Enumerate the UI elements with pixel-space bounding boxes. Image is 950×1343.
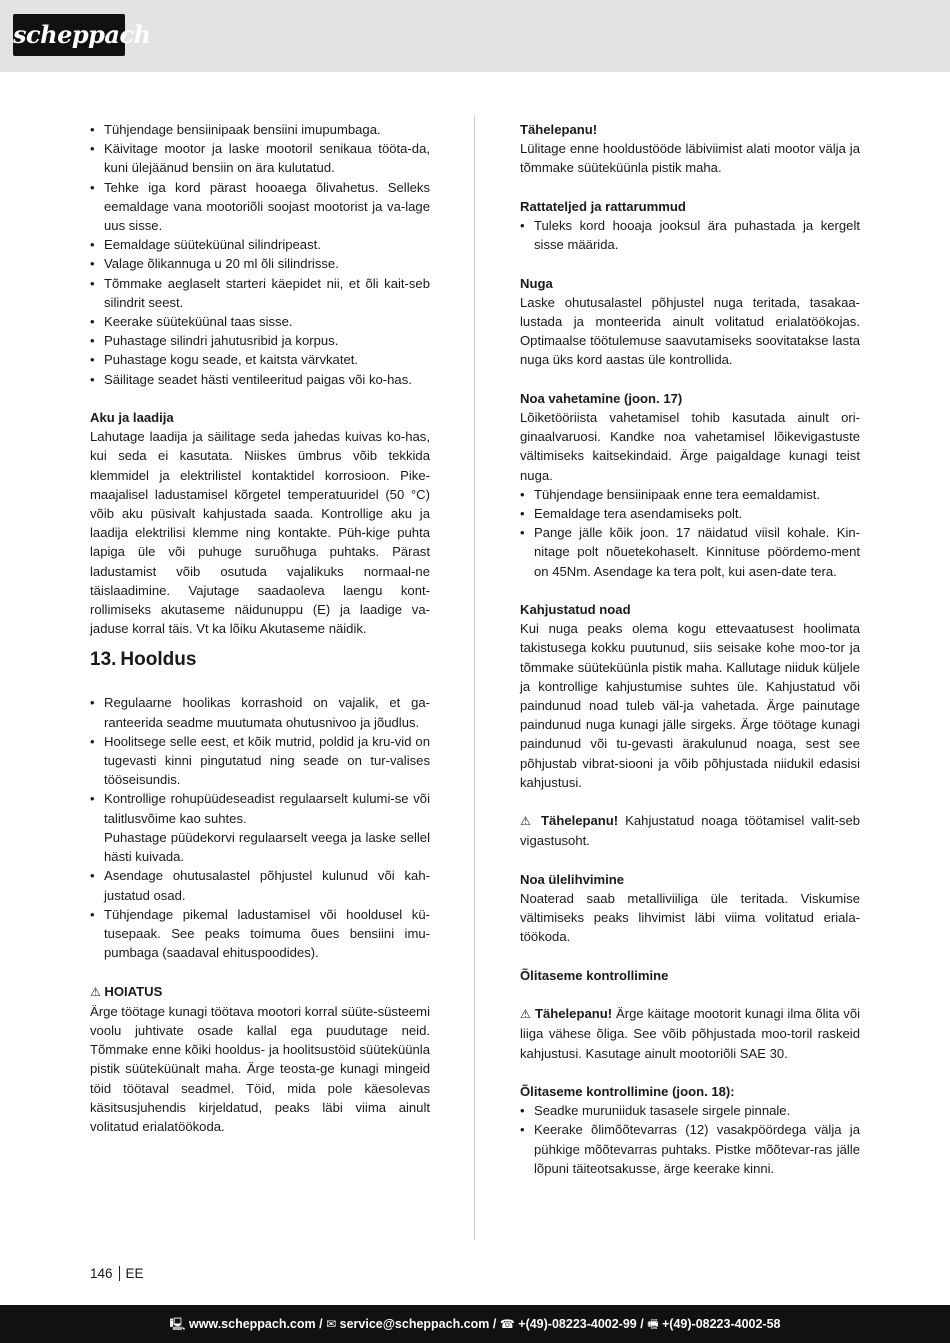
warning-icon: ⚠ [90,984,101,999]
warning-icon: ⚠ [520,814,535,829]
knife-replace-paragraph: Lõiketööriista vahetamisel tohib kasutada ainult ori-ginaalvaruosi. Kandke noa vahetamisel lõikevigastuste vältimiseks kaitsekindaid. Ärge paigaldage kunagi teist nuga. [520,410,860,483]
section-title-text: Hooldus [120,649,197,671]
attention-heading: Tähelepanu! [520,122,598,137]
list-item: • Tühjendage bensiinipaak bensiini imupumbaga. [90,120,430,139]
maintenance-list [90,693,430,962]
list-item: • Tühjendage bensiinipaak enne tera eemaldamist. [520,485,860,504]
list-item: • Valage õlikannuga u 20 ml õli silindrisse. [90,254,430,273]
phone-icon: ☎ [499,1317,515,1331]
list-item: • Regulaarne hoolikas korrashoid on vajalik, et ga-ranteerida seadme muutumata ohutusnivoo ja jõudlus. [90,693,430,731]
list-item [90,789,430,866]
wheels-heading: Rattateljed ja rattarummud [520,198,686,214]
footer-website[interactable]: www.scheppach.com / [188,1317,323,1331]
footer-email[interactable]: service@scheppach.com / [339,1317,497,1331]
footer-phone: +(49)-08223-4002-99 / [518,1317,644,1331]
list-item: • Pange jälle kõik joon. 17 näidatud viisil kohale. Kin-nitage polt nõuetekohaselt. Kinnituse pöördemo-ment on 45Nm. Asendage ka tera polt, kui asen-date tera. [520,523,860,581]
knife-replace-heading: Noa vahetamine (joon. 17) [520,390,683,406]
warning-label: HOIATUS [104,983,163,999]
battery-heading: Aku ja laadija [90,410,174,426]
attention-paragraph: Lülitage enne hooldustööde läbiviimist alati mootor välja ja tõmmake süüteküünla pistik maha. [520,141,860,176]
page-number [90,1266,144,1282]
sharpen-heading: Noa ülelihvimine [520,871,625,887]
warning-heading [90,982,430,1002]
column-divider [474,115,475,1240]
list-item: • Tõmmake aeglaselt starteri käepidet nii, et õli kait-seb silindrit seest. [90,274,430,312]
warning-label: Tähelepanu! [541,813,619,829]
damaged-knives-paragraph: Kui nuga peaks olema kogu ettevaatusest hoolimata takistusega kokku puutunud, siis seisake kohe moo-tor ja tõmmake süüteküünla pistik maha. Kallutage niiduk küljele ja kontrollige kahjustumise suhtes üle. Kahjustatud või paindunud noad tuleb väl-ja vahetada. Ärge painutage paindunud nuga kunagi jälle sirgeks. Ärge töötage kunagi paindunud või tu-gevasti ärakulunud noaga, sest see põhjustab vibrat-siooni ja võib põhjustada niidukil edasisi kahjustusi. [520,621,860,790]
section-title [90,648,430,672]
brand-logo: scheppach [13,14,125,56]
oil-warning [520,1004,860,1063]
list-item: • Eemaldage tera asendamiseks polt. [520,504,860,523]
list-item: • Puhastage kogu seade, et kaitsta värvkatet. [90,350,430,369]
warning-label: Tähelepanu! [534,1006,613,1022]
list-item: • Keerake õlimõõtevarras (12) vasakpöördega välja ja pühkige mõõtevarras puhtaks. Pistke mõõtevar-ras jälle lõpuni täiteotsakusse, ärge keerake kinni. [520,1120,860,1178]
monitor-icon: 🖳 [169,1317,186,1331]
list-item: • Keerake süüteküünal taas sisse. [90,312,430,331]
warning-text: Ärge käitage mootorit kunagi ilma õlita või liiga vähese õliga. See võib põhjustada moo-toril raskeid kahjustusi. Kasutage ainult mootoriõli SAE 30. [520,1006,861,1061]
page-number-value: 146 [90,1266,120,1281]
page-header [0,0,950,72]
sharpen-paragraph: Noaterad saab metalliviiliga üle teritada. Viskumise vältimiseks peaks lihvimist läbi viima volitatud eriala-töökoda. [520,891,860,945]
list-item: • Puhastage silindri jahutusribid ja korpus. [90,331,430,350]
page-footer [0,1305,950,1343]
fax-icon: 🖷 [647,1317,659,1331]
language-code: EE [125,1266,144,1281]
knife-paragraph: Laske ohutusalastel põhjustel nuga teritada, tasakaa-lustada ja monteerida ainult volitatud erialatöökojas. Optimaalse töötulemuse saavutamiseks soovitatakse lasta nuga üks kord aastas üle kontrollida. [520,294,860,368]
footer-fax: +(49)-08223-4002-58 [662,1317,781,1331]
list-item-text: • Kontrollige rohupüüdeseadist regulaarselt kulumi-se või talitlusvõime kao suhtes. [104,791,430,826]
list-item: • Eemaldage süüteküünal silindripeast. [90,235,430,254]
oil-check-heading: Õlitaseme kontrollimine (joon. 18): [520,1084,735,1100]
section-number: 13. [90,649,117,671]
battery-paragraph: Lahutage laadija ja säilitage seda jahedas kuivas ko-has, kui seda ei kasutata. Niiskes ümbrus võib tekkida klemmidel ja elektrilistel kontaktidel korrosioon. Pike-maajalisel ladustamisel kõrgetel temperatuuridel (50 °C) võib aku püsivalt kahjustada saada. Kontrollige aku ja laadija elektrilisi klemme ning kontakte. Püh-kige puhta lapiga üle või puhuge suruõhuga puhtaks. Pärast ladustamist võib osutuda vajalikuks normaal-ne täislaadimine. Vajutage saadaoleva laengu kont-rollimiseks akutaseme näidunuppu (E) ja laadige va-jaduse korral täis. Vt ka lõiku Akutaseme näidik. [90,429,430,637]
right-column [520,120,860,1178]
list-item-extra: Puhastage püüdekorvi regulaarselt veega ja laske sellel hästi kuivada. [104,829,430,865]
list-item: • Tühjendage pikemal ladustamisel või hooldusel kü-tusepaak. See peaks toimuma õues bensiini imu-pumbaga (saadaval ehituspoodides). [90,905,430,963]
oil-level-heading: Õlitaseme kontrollimine [520,967,669,983]
list-item: • Tuleks kord hooaja jooksul ära puhastada ja kergelt sisse määrida. [520,216,860,254]
damaged-warning [520,811,860,850]
mail-icon: ✉ [326,1317,337,1331]
list-item: • Käivitage mootor ja laske mootoril senikaua tööta-da, kuni ülejäänud bensiin on ära kulutatud. [90,139,430,177]
warning-text: Kahjustatud noaga töötamisel valit-seb vigastusoht. [520,813,861,849]
knife-heading: Nuga [520,275,553,291]
list-item: • Seadke muruniiduk tasasele sirgele pinnale. [520,1101,860,1120]
oil-check-list [520,1101,860,1178]
list-item: • Asendage ohutusalastel põhjustel kulunud või kah-justatud osad. [90,866,430,904]
knife-replace-list [520,485,860,581]
left-column [90,120,430,1136]
wheels-list [520,216,860,254]
damaged-knives-heading: Kahjustatud noad [520,602,631,618]
warning-icon: ⚠ [520,1007,532,1022]
warning-paragraph: Ärge töötage kunagi töötava mootori korral süüte-süsteemi voolu juhtivate osade kallal ega puudutage neid. Tõmmake enne kõiki hooldus- ja hoolitsustöid süüteküünla pistik süüteküünalt maha. Ärge teosta-ge kunagi mingeid töid töötaval seadmel. Töid, mida pole käesolevas käsitsusjuhendis kirjeldatud, peaks läbi viima ainult volitatud erialatöökoda. [90,1003,430,1134]
list-item: • Säilitage seadet hästi ventileeritud paigas või ko-has. [90,370,430,389]
list-item: • Hoolitsege selle eest, et kõik mutrid, poldid ja kru-vid on tugevasti kinni pingutatud ning seade on tur-valises tööseisundis. [90,732,430,790]
list-item: • Tehke iga kord pärast hooaega õlivahetus. Selleks eemaldage vana mootoriõli soojast mootorist ja va-lage uus sisse. [90,178,430,236]
storage-steps-list [90,120,430,389]
